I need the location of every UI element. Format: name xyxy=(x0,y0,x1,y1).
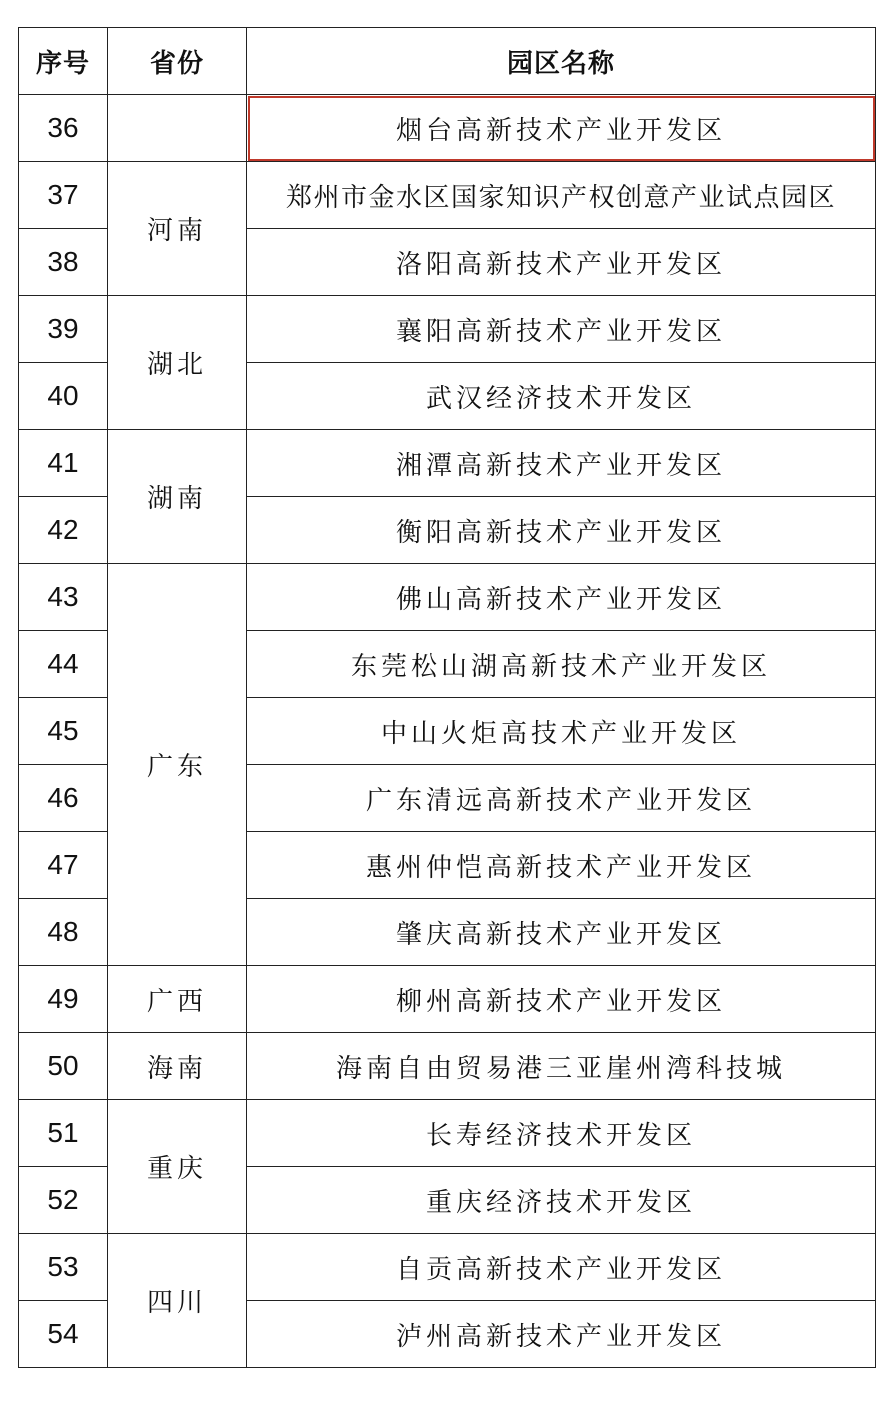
row-no: 53 xyxy=(19,1234,108,1301)
row-no: 47 xyxy=(19,832,108,899)
province-cell-hubei: 湖北 xyxy=(108,296,247,430)
row-park-name: 泸州高新技术产业开发区 xyxy=(247,1301,876,1368)
province-cell-hainan: 海南 xyxy=(108,1033,247,1100)
row-park-name: 郑州市金水区国家知识产权创意产业试点园区 xyxy=(247,162,876,229)
table-row xyxy=(19,296,876,363)
row-park-name: 惠州仲恺高新技术产业开发区 xyxy=(247,832,876,899)
header-row xyxy=(19,28,876,95)
row-no: 37 xyxy=(19,162,108,229)
table-row xyxy=(19,95,876,162)
row-no: 50 xyxy=(19,1033,108,1100)
row-no: 44 xyxy=(19,631,108,698)
table-row xyxy=(19,564,876,631)
row-no: 54 xyxy=(19,1301,108,1368)
row-no: 49 xyxy=(19,966,108,1033)
row-park-name: 东莞松山湖高新技术产业开发区 xyxy=(247,631,876,698)
row-park-name: 洛阳高新技术产业开发区 xyxy=(247,229,876,296)
province-cell-guangxi: 广西 xyxy=(108,966,247,1033)
row-park-name: 肇庆高新技术产业开发区 xyxy=(247,899,876,966)
header-no: 序号 xyxy=(19,28,108,95)
province-cell-hunan: 湖南 xyxy=(108,430,247,564)
row-park-name: 柳州高新技术产业开发区 xyxy=(247,966,876,1033)
row-no: 51 xyxy=(19,1100,108,1167)
table-row xyxy=(19,162,876,229)
row-no: 52 xyxy=(19,1167,108,1234)
row-no: 36 xyxy=(19,95,108,162)
row-park-name: 自贡高新技术产业开发区 xyxy=(247,1234,876,1301)
row-park-name: 重庆经济技术开发区 xyxy=(247,1167,876,1234)
row-no: 41 xyxy=(19,430,108,497)
province-cell-guangdong: 广东 xyxy=(108,564,247,966)
table-row xyxy=(19,1234,876,1301)
row-no: 46 xyxy=(19,765,108,832)
row-park-name: 湘潭高新技术产业开发区 xyxy=(247,430,876,497)
header-province: 省份 xyxy=(108,28,247,95)
table-row xyxy=(19,966,876,1033)
row-park-name: 长寿经济技术开发区 xyxy=(247,1100,876,1167)
row-no: 39 xyxy=(19,296,108,363)
row-park-name: 中山火炬高技术产业开发区 xyxy=(247,698,876,765)
row-no: 38 xyxy=(19,229,108,296)
table-row xyxy=(19,1100,876,1167)
table-row xyxy=(19,1033,876,1100)
table-row xyxy=(19,430,876,497)
row-park-name: 广东清远高新技术产业开发区 xyxy=(247,765,876,832)
row-park-name: 佛山高新技术产业开发区 xyxy=(247,564,876,631)
province-cell-chongqing: 重庆 xyxy=(108,1100,247,1234)
row-no: 43 xyxy=(19,564,108,631)
row-park-name: 武汉经济技术开发区 xyxy=(247,363,876,430)
row-park-name-highlighted: 烟台高新技术产业开发区 xyxy=(247,95,876,162)
row-no: 40 xyxy=(19,363,108,430)
province-cell-sichuan: 四川 xyxy=(108,1234,247,1368)
row-park-name: 襄阳高新技术产业开发区 xyxy=(247,296,876,363)
row-park-name: 海南自由贸易港三亚崖州湾科技城 xyxy=(247,1033,876,1100)
row-no: 42 xyxy=(19,497,108,564)
header-park: 园区名称 xyxy=(247,28,876,95)
province-cell-henan: 河南 xyxy=(108,162,247,296)
row-province xyxy=(108,95,247,162)
parks-table xyxy=(18,27,876,1368)
row-no: 48 xyxy=(19,899,108,966)
row-no: 45 xyxy=(19,698,108,765)
row-park-name: 衡阳高新技术产业开发区 xyxy=(247,497,876,564)
